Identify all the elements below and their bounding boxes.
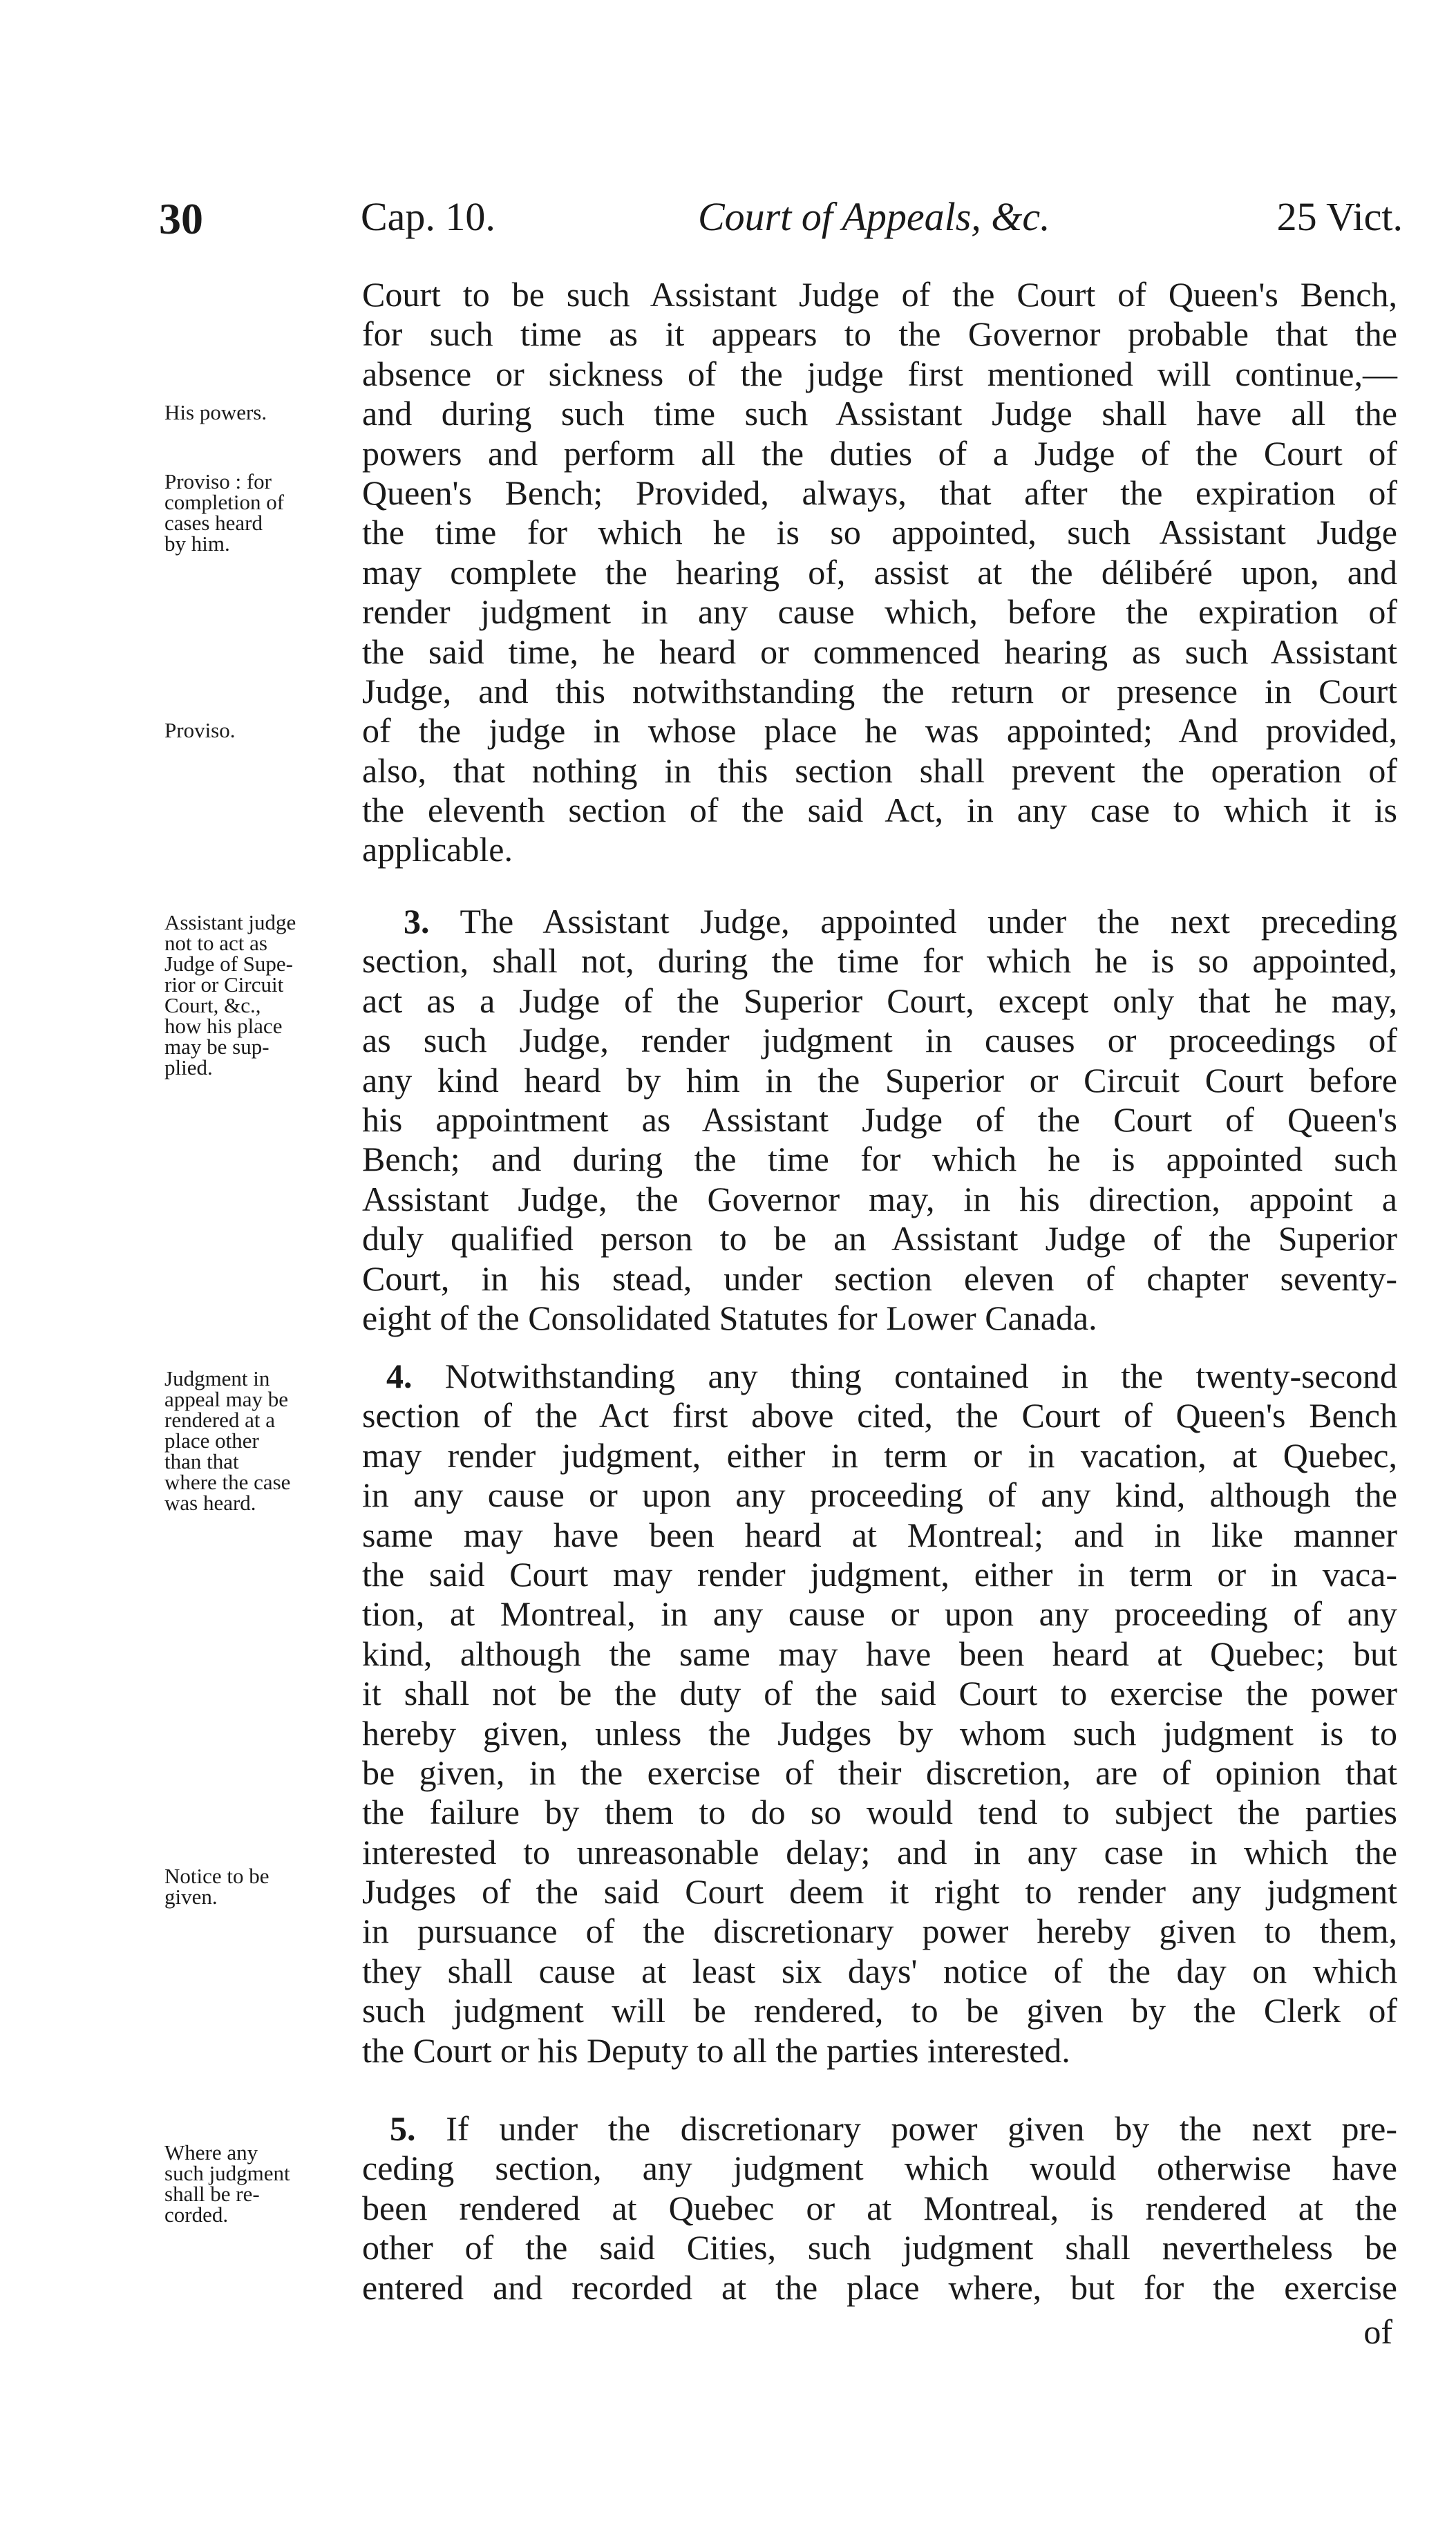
text-line: the said time, he heard or commenced hearing as such Assistant bbox=[362, 632, 1397, 671]
text-line: in pursuance of the discretionary power hereby given to them, bbox=[362, 1912, 1397, 1951]
margin-note-proviso-completion: Proviso : for completion of cases heard by him. bbox=[164, 469, 285, 556]
text-line: ceding section, any judgment which would otherwise have bbox=[362, 2149, 1397, 2188]
section-number: 5. bbox=[390, 2109, 416, 2148]
text-line: entered and recorded at the place where, but for the exercise bbox=[362, 2267, 1397, 2307]
margin-note-judgment-in-appeal: Judgment in appeal may be rendered at a place other than that where the case was heard. bbox=[164, 1366, 291, 1515]
text-line: in any cause or upon any proceeding of any kind, although the bbox=[362, 1475, 1397, 1515]
text-line: the failure by them to do so would tend to subject the parties bbox=[362, 1793, 1397, 1832]
text-line: absence or sickness of the judge first mentioned will continue,— bbox=[362, 354, 1397, 393]
text-line: Bench; and during the time for which he is appointed such bbox=[362, 1140, 1397, 1179]
section-3 bbox=[362, 902, 1397, 1338]
text-line: be given, in the exercise of their discretion, are of opinion that bbox=[362, 1753, 1397, 1792]
text-line: Assistant Judge, the Governor may, in his direction, appoint a bbox=[362, 1179, 1397, 1218]
text-line: of the judge in whose place he was appointed; And provided, bbox=[362, 711, 1397, 751]
text-line: such judgment will be rendered, to be given by the Clerk of bbox=[362, 1991, 1397, 2030]
section-number: 4. bbox=[386, 1357, 413, 1395]
text-line: render judgment in any cause which, before the expiration of bbox=[362, 592, 1397, 632]
text-line: 4. Notwithstanding any thing contained in the twenty-second bbox=[386, 1357, 1397, 1395]
text-line: Judge, and this notwithstanding the return or presence in Court bbox=[362, 671, 1397, 710]
text-line: eight of the Consolidated Statutes for Lower Canada. bbox=[362, 1298, 1097, 1337]
text-line: the eleventh section of the said Act, in any case to which it is bbox=[362, 791, 1397, 830]
text-line: the time for which he is so appointed, such Assistant Judge bbox=[362, 513, 1397, 552]
text-line: act as a Judge of the Superior Court, except only that he may, bbox=[362, 981, 1397, 1020]
text-line: section, shall not, during the time for which he is so appointed, bbox=[362, 941, 1397, 981]
text-line: may render judgment, either in term or in vacation, at Quebec, bbox=[362, 1435, 1397, 1475]
text-line: any kind heard by him in the Superior or Circuit Court before bbox=[362, 1060, 1397, 1100]
text-line: for such time as it appears to the Governor probable that the bbox=[362, 314, 1397, 354]
text-line: Judges of the said Court deem it right to render any judgment bbox=[362, 1872, 1397, 1912]
text-line: and during such time such Assistant Judge shall have all the bbox=[362, 394, 1397, 433]
margin-note-notice: Notice to be given. bbox=[164, 1864, 270, 1909]
catchword: of bbox=[1363, 2312, 1392, 2351]
running-header bbox=[159, 194, 1403, 256]
text-line: applicable. bbox=[362, 830, 513, 869]
text-line: kind, although the same may have been heard at Quebec; but bbox=[362, 1634, 1397, 1673]
page-number: 30 bbox=[159, 194, 203, 243]
text-line: duly qualified person to be an Assistant Judge of the Superior bbox=[362, 1219, 1397, 1258]
section-number: 3. bbox=[404, 902, 430, 941]
text-line: tion, at Montreal, in any cause or upon any proceeding of any bbox=[362, 1594, 1397, 1634]
text-line: the said Court may render judgment, either in term or in vaca- bbox=[362, 1554, 1397, 1594]
paragraph-continuation bbox=[362, 275, 1397, 870]
text-line: interested to unreasonable delay; and in any case in which the bbox=[362, 1832, 1397, 1871]
text-line: Queen's Bench; Provided, always, that after the expiration of bbox=[362, 473, 1397, 512]
text-line: been rendered at Quebec or at Montreal, is rendered at the bbox=[362, 2188, 1397, 2227]
text-line: same may have been heard at Montreal; and in like manner bbox=[362, 1515, 1397, 1554]
section-5 bbox=[362, 2109, 1397, 2308]
text-line: as such Judge, render judgment in causes or proceedings of bbox=[362, 1021, 1397, 1060]
text-line: they shall cause at least six days' notice of the day on which bbox=[362, 1951, 1397, 1990]
text-line: it shall not be the duty of the said Court to exercise the power bbox=[362, 1674, 1397, 1713]
text-line: powers and perform all the duties of a Judge of the Court of bbox=[362, 433, 1397, 473]
text-line: other of the said Cities, such judgment shall nevertheless be bbox=[362, 2228, 1397, 2267]
text-line: section of the Act first above cited, the Court of Queen's Bench bbox=[362, 1396, 1397, 1435]
running-title: Court of Appeals, &c. bbox=[698, 194, 1050, 239]
text-line: 3. The Assistant Judge, appointed under the next preceding bbox=[404, 902, 1397, 941]
text-line: may complete the hearing of, assist at the délibéré upon, and bbox=[362, 552, 1397, 592]
text-line: 5. If under the discretionary power given by the next pre- bbox=[390, 2109, 1398, 2148]
chapter-label: Cap. 10. bbox=[361, 194, 495, 239]
text-line: Court to be such Assistant Judge of the Court of Queen's Bench, bbox=[362, 275, 1397, 314]
text-line: Court, in his stead, under section eleven of chapter seventy- bbox=[362, 1258, 1397, 1298]
margin-note-assistant-judge: Assistant judge not to act as Judge of Supe- rior or Circuit Court, &c., how his place may be sup- plied. bbox=[164, 910, 296, 1079]
margin-note-proviso: Proviso. bbox=[164, 718, 236, 742]
text-line: the Court or his Deputy to all the parties interested. bbox=[362, 2030, 1070, 2070]
margin-note-his-powers: His powers. bbox=[164, 400, 267, 424]
regnal-year: 25 Vict. bbox=[1276, 194, 1403, 239]
text-line: also, that nothing in this section shall prevent the operation of bbox=[362, 751, 1397, 790]
text-line: his appointment as Assistant Judge of the Court of Queen's bbox=[362, 1100, 1397, 1139]
margin-note-where-recorded: Where any such judgment shall be re- corded. bbox=[164, 2140, 290, 2227]
text-line: hereby given, unless the Judges by whom such judgment is to bbox=[362, 1713, 1397, 1753]
section-4 bbox=[362, 1357, 1397, 2070]
